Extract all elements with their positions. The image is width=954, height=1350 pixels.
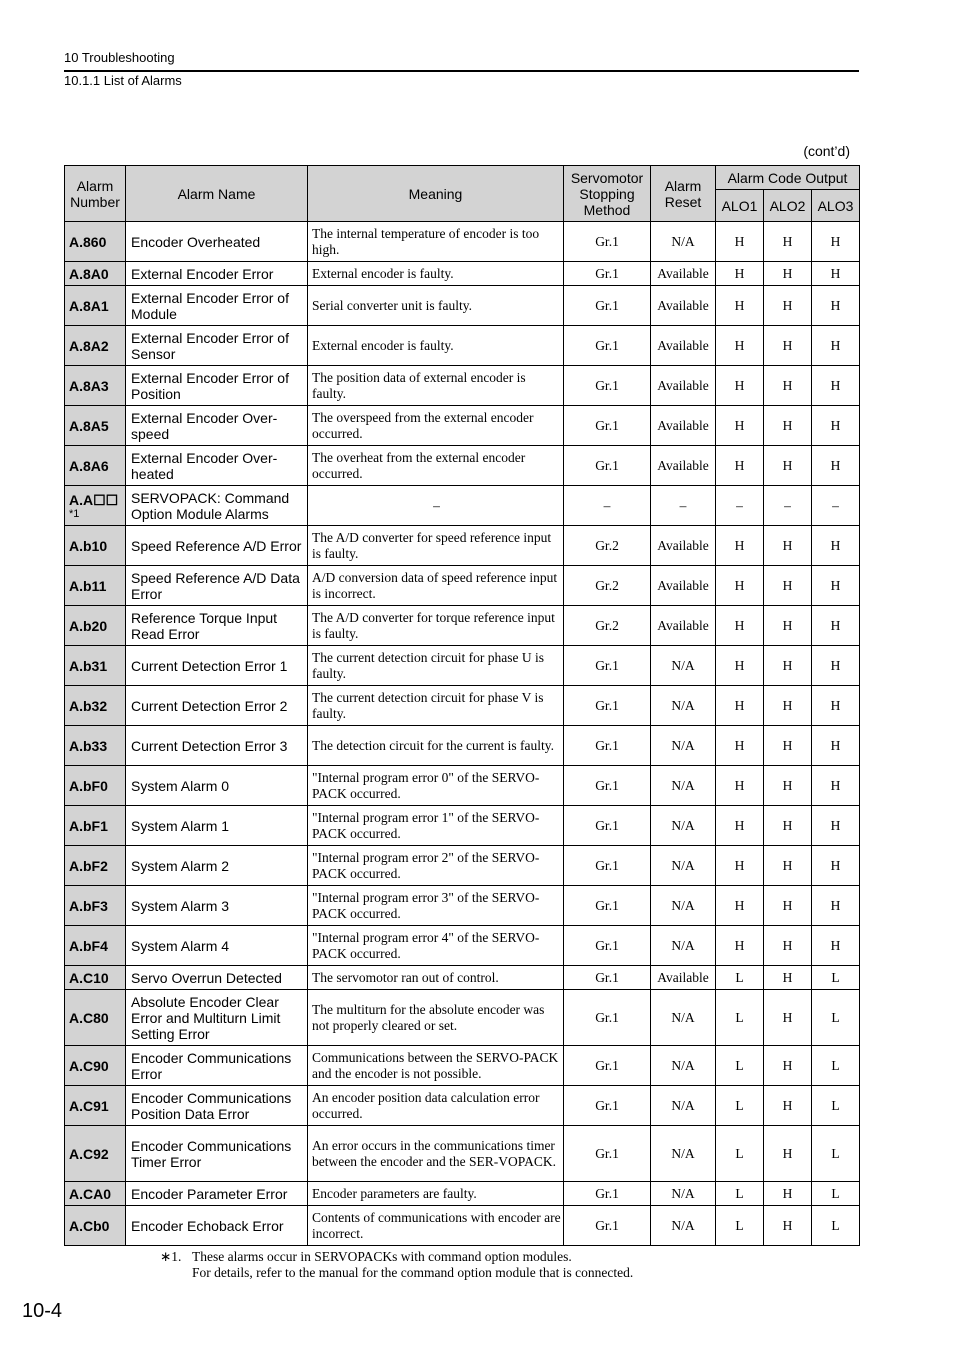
alarm-meaning: "Internal program error 4" of the SERVO-PACK occurred. <box>308 926 564 966</box>
alarm-number: A.8A0 <box>69 265 109 282</box>
alo1-value: H <box>716 926 764 966</box>
alo1-value: L <box>716 1046 764 1086</box>
alarm-name: System Alarm 4 <box>126 926 308 966</box>
alarm-meaning: The current detection circuit for phase U is faulty. <box>308 646 564 686</box>
alarm-number-cell <box>65 886 126 926</box>
alo1-value: L <box>716 1126 764 1182</box>
alarm-meaning: Communications between the SERVO-PACK and the encoder is not possible. <box>308 1046 564 1086</box>
alarm-reset: N/A <box>651 926 716 966</box>
alarm-number-cell <box>65 726 126 766</box>
table-row <box>65 1206 860 1246</box>
alarm-reset: N/A <box>651 1182 716 1206</box>
stopping-method: Gr.1 <box>564 990 651 1046</box>
alarm-meaning: The servomotor ran out of control. <box>308 966 564 990</box>
alarm-number: A.bF0 <box>69 777 108 794</box>
alarm-name: Encoder Parameter Error <box>126 1182 308 1206</box>
table-row <box>65 286 860 326</box>
alo1-value: H <box>716 646 764 686</box>
alo2-value: H <box>764 1046 812 1086</box>
stopping-method: Gr.1 <box>564 886 651 926</box>
alo2-value: H <box>764 446 812 486</box>
alarm-number-cell <box>65 1046 126 1086</box>
alarm-number-cell <box>65 222 126 262</box>
alarm-number-cell <box>65 566 126 606</box>
alo3-value: H <box>812 262 860 286</box>
alo3-value: – <box>812 486 860 526</box>
table-row <box>65 566 860 606</box>
alarm-meaning: Contents of communications with encoder are incorrect. <box>308 1206 564 1246</box>
alarm-number-cell <box>65 326 126 366</box>
alarm-meaning: Serial converter unit is faulty. <box>308 286 564 326</box>
alo1-value: – <box>716 486 764 526</box>
alarm-number: A.8A6 <box>69 457 109 474</box>
alarm-number-cell <box>65 846 126 886</box>
alarm-reset: N/A <box>651 1046 716 1086</box>
alarm-rows <box>65 222 860 1246</box>
alarm-meaning: The A/D converter for speed reference input is faulty. <box>308 526 564 566</box>
alarm-number-cell <box>65 1206 126 1246</box>
alo1-value: H <box>716 806 764 846</box>
alo3-value: L <box>812 1046 860 1086</box>
alo3-value: H <box>812 326 860 366</box>
alo1-value: H <box>716 846 764 886</box>
alo1-value: L <box>716 1086 764 1126</box>
alo2-value: H <box>764 566 812 606</box>
alarm-number: A.bF3 <box>69 897 108 914</box>
alo3-value: H <box>812 286 860 326</box>
table-row <box>65 686 860 726</box>
alarm-meaning: "Internal program error 0" of the SERVO-PACK occurred. <box>308 766 564 806</box>
alarm-reset: N/A <box>651 766 716 806</box>
alarm-meaning: The current detection circuit for phase V is faulty. <box>308 686 564 726</box>
alarm-name: External Encoder Error of Position <box>126 366 308 406</box>
alarm-reset: Available <box>651 406 716 446</box>
table-row <box>65 966 860 990</box>
alo1-value: L <box>716 990 764 1046</box>
table-row <box>65 406 860 446</box>
col-alarm-reset: Alarm Reset <box>651 166 716 222</box>
continued-label: (cont’d) <box>803 143 850 159</box>
alo1-value: H <box>716 886 764 926</box>
alarm-number-cell <box>65 486 126 526</box>
alarm-reset: N/A <box>651 1126 716 1182</box>
alo3-value: H <box>812 686 860 726</box>
alarm-meaning: "Internal program error 1" of the SERVO-PACK occurred. <box>308 806 564 846</box>
alarm-meaning: External encoder is faulty. <box>308 326 564 366</box>
col-alarm-number: Alarm Number <box>65 166 126 222</box>
footnote-reference: *1 <box>69 507 80 520</box>
alarm-number-cell <box>65 286 126 326</box>
alo3-value: H <box>812 526 860 566</box>
stopping-method: Gr.1 <box>564 326 651 366</box>
alo1-value: L <box>716 1206 764 1246</box>
section-heading: 10.1.1 List of Alarms <box>64 73 182 88</box>
col-alo2: ALO2 <box>764 190 812 222</box>
alo2-value: H <box>764 222 812 262</box>
footnote-marker: ∗1. <box>160 1249 182 1264</box>
alarm-number-cell <box>65 262 126 286</box>
table-row <box>65 606 860 646</box>
stopping-method: Gr.1 <box>564 446 651 486</box>
alarm-meaning: External encoder is faulty. <box>308 262 564 286</box>
alo2-value: H <box>764 846 812 886</box>
alarm-name: System Alarm 0 <box>126 766 308 806</box>
stopping-method: Gr.1 <box>564 262 651 286</box>
alarm-name: Current Detection Error 2 <box>126 686 308 726</box>
stopping-method: Gr.1 <box>564 966 651 990</box>
alarm-reset: N/A <box>651 806 716 846</box>
stopping-method: Gr.1 <box>564 286 651 326</box>
alarm-number: A.C91 <box>69 1097 109 1114</box>
alarm-meaning: The detection circuit for the current is faulty. <box>308 726 564 766</box>
alarm-number: A.Cb0 <box>69 1217 110 1234</box>
stopping-method: Gr.1 <box>564 406 651 446</box>
stopping-method: Gr.1 <box>564 1126 651 1182</box>
alo2-value: H <box>764 1206 812 1246</box>
table-row <box>65 846 860 886</box>
alarm-number: A.C80 <box>69 1009 109 1026</box>
table-row <box>65 366 860 406</box>
alarm-name: Encoder Communications Error <box>126 1046 308 1086</box>
alarm-number-cell <box>65 966 126 990</box>
alarm-meaning: Encoder parameters are faulty. <box>308 1182 564 1206</box>
alarm-reset: N/A <box>651 990 716 1046</box>
alarm-name: Encoder Overheated <box>126 222 308 262</box>
col-alo1: ALO1 <box>716 190 764 222</box>
alarm-number: A.bF2 <box>69 857 108 874</box>
alarm-number-cell <box>65 366 126 406</box>
alarm-reset: N/A <box>651 886 716 926</box>
alo2-value: H <box>764 366 812 406</box>
alo3-value: H <box>812 846 860 886</box>
alarm-reset: Available <box>651 446 716 486</box>
alo1-value: H <box>716 222 764 262</box>
alo1-value: H <box>716 286 764 326</box>
alarm-reset: Available <box>651 566 716 606</box>
alo1-value: H <box>716 766 764 806</box>
header-rule <box>64 70 859 72</box>
stopping-method: Gr.1 <box>564 1182 651 1206</box>
alarm-reset: Available <box>651 966 716 990</box>
alo2-value: H <box>764 606 812 646</box>
alarm-name: Encoder Communications Timer Error <box>126 1126 308 1182</box>
stopping-method: Gr.1 <box>564 686 651 726</box>
alo3-value: H <box>812 566 860 606</box>
table-row <box>65 766 860 806</box>
alo2-value: H <box>764 526 812 566</box>
alarm-reset: – <box>651 486 716 526</box>
alarm-table <box>64 165 860 1246</box>
alarm-name: External Encoder Error of Module <box>126 286 308 326</box>
alo2-value: H <box>764 646 812 686</box>
alo2-value: – <box>764 486 812 526</box>
stopping-method: – <box>564 486 651 526</box>
stopping-method: Gr.1 <box>564 766 651 806</box>
stopping-method: Gr.1 <box>564 806 651 846</box>
alarm-meaning: The multiturn for the absolute encoder was not properly cleared or set. <box>308 990 564 1046</box>
alarm-name: External Encoder Over-heated <box>126 446 308 486</box>
alarm-number-cell <box>65 446 126 486</box>
alo1-value: H <box>716 726 764 766</box>
alarm-number-cell <box>65 766 126 806</box>
stopping-method: Gr.2 <box>564 566 651 606</box>
alarm-reset: Available <box>651 262 716 286</box>
table-row <box>65 726 860 766</box>
alo2-value: H <box>764 726 812 766</box>
alo3-value: H <box>812 606 860 646</box>
alarm-meaning: – <box>308 486 564 526</box>
alarm-reset: Available <box>651 286 716 326</box>
alarm-reset: N/A <box>651 726 716 766</box>
alo2-value: H <box>764 262 812 286</box>
alo2-value: H <box>764 926 812 966</box>
alo3-value: H <box>812 222 860 262</box>
alarm-number-cell <box>65 990 126 1046</box>
stopping-method: Gr.2 <box>564 606 651 646</box>
alo2-value: H <box>764 1182 812 1206</box>
alarm-number-cell <box>65 526 126 566</box>
alo2-value: H <box>764 286 812 326</box>
alo2-value: H <box>764 686 812 726</box>
alo3-value: L <box>812 1086 860 1126</box>
alo3-value: H <box>812 726 860 766</box>
alo1-value: L <box>716 966 764 990</box>
alo1-value: H <box>716 526 764 566</box>
alarm-name: Encoder Communications Position Data Error <box>126 1086 308 1126</box>
alarm-reset: Available <box>651 606 716 646</box>
alo1-value: H <box>716 262 764 286</box>
alarm-meaning: A/D conversion data of speed reference input is incorrect. <box>308 566 564 606</box>
alarm-meaning: An error occurs in the communications timer between the encoder and the SER-VOPACK. <box>308 1126 564 1182</box>
alarm-number: A.CA0 <box>69 1185 112 1202</box>
stopping-method: Gr.2 <box>564 526 651 566</box>
alarm-number: A.C90 <box>69 1057 109 1074</box>
alarm-number: A.860 <box>69 233 107 250</box>
table-row <box>65 1182 860 1206</box>
alarm-number: A.b11 <box>69 577 107 594</box>
table-row <box>65 926 860 966</box>
alo3-value: H <box>812 366 860 406</box>
alo3-value: L <box>812 1126 860 1182</box>
alarm-number: A.b10 <box>69 537 108 554</box>
footnote-line-2: For details, refer to the manual for the command option module that is connected. <box>192 1265 634 1280</box>
alarm-number: A.8A1 <box>69 297 109 314</box>
alo3-value: H <box>812 886 860 926</box>
alarm-name: System Alarm 3 <box>126 886 308 926</box>
table-row <box>65 646 860 686</box>
alarm-reset: Available <box>651 326 716 366</box>
table-row <box>65 806 860 846</box>
alarm-number-cell <box>65 926 126 966</box>
alarm-name: SERVOPACK: Command Option Module Alarms <box>126 486 308 526</box>
alarm-meaning: An encoder position data calculation error occurred. <box>308 1086 564 1126</box>
stopping-method: Gr.1 <box>564 1086 651 1126</box>
alo1-value: H <box>716 326 764 366</box>
alarm-reset: N/A <box>651 1086 716 1126</box>
table-row <box>65 262 860 286</box>
alo3-value: H <box>812 926 860 966</box>
stopping-method: Gr.1 <box>564 646 651 686</box>
alarm-number-cell <box>65 1182 126 1206</box>
alarm-number: A.bF4 <box>69 937 108 954</box>
page-number: 10-4 <box>22 1300 63 1322</box>
table-row <box>65 990 860 1046</box>
alo2-value: H <box>764 806 812 846</box>
table-row <box>65 526 860 566</box>
stopping-method: Gr.1 <box>564 366 651 406</box>
stopping-method: Gr.1 <box>564 1206 651 1246</box>
alarm-reset: N/A <box>651 646 716 686</box>
alo3-value: L <box>812 966 860 990</box>
alo2-value: H <box>764 1126 812 1182</box>
stopping-method: Gr.1 <box>564 926 651 966</box>
alarm-number-cell <box>65 1126 126 1182</box>
alarm-reset: N/A <box>651 686 716 726</box>
table-row <box>65 1126 860 1182</box>
alarm-name: Speed Reference A/D Error <box>126 526 308 566</box>
table-row <box>65 486 860 526</box>
alo1-value: H <box>716 606 764 646</box>
alarm-name: Reference Torque Input Read Error <box>126 606 308 646</box>
alarm-name: External Encoder Error of Sensor <box>126 326 308 366</box>
alo1-value: L <box>716 1182 764 1206</box>
alarm-meaning: "Internal program error 3" of the SERVO-PACK occurred. <box>308 886 564 926</box>
alarm-number-cell <box>65 686 126 726</box>
table-row <box>65 1046 860 1086</box>
col-alarm-name: Alarm Name <box>126 166 308 222</box>
footnote-line-1: These alarms occur in SERVOPACKs with command option modules. <box>192 1249 572 1264</box>
alarm-meaning: "Internal program error 2" of the SERVO-PACK occurred. <box>308 846 564 886</box>
alarm-number-cell <box>65 806 126 846</box>
alarm-number: A.b32 <box>69 697 108 714</box>
alarm-number: A.8A2 <box>69 337 109 354</box>
alarm-reset: Available <box>651 526 716 566</box>
alarm-name: System Alarm 1 <box>126 806 308 846</box>
alarm-name: Encoder Echoback Error <box>126 1206 308 1246</box>
alo3-value: L <box>812 1206 860 1246</box>
table-row <box>65 222 860 262</box>
alo3-value: H <box>812 766 860 806</box>
alo2-value: H <box>764 1086 812 1126</box>
alo2-value: H <box>764 766 812 806</box>
alarm-name: System Alarm 2 <box>126 846 308 886</box>
alarm-number: A.b33 <box>69 737 108 754</box>
stopping-method: Gr.1 <box>564 726 651 766</box>
alarm-number: A.C10 <box>69 969 109 986</box>
alo2-value: H <box>764 990 812 1046</box>
alo3-value: H <box>812 646 860 686</box>
alo2-value: H <box>764 406 812 446</box>
alarm-number-cell <box>65 606 126 646</box>
alo3-value: H <box>812 806 860 846</box>
alarm-number: A.A☐☐ <box>69 491 119 508</box>
table-row <box>65 1086 860 1126</box>
alarm-number: A.8A5 <box>69 417 109 434</box>
col-alo3: ALO3 <box>812 190 860 222</box>
chapter-heading: 10 Troubleshooting <box>64 50 175 65</box>
alo3-value: L <box>812 1182 860 1206</box>
col-stopping-method: Servomotor Stopping Method <box>564 166 651 222</box>
alarm-meaning: The overheat from the external encoder occurred. <box>308 446 564 486</box>
alarm-name: Speed Reference A/D Data Error <box>126 566 308 606</box>
alarm-reset: N/A <box>651 846 716 886</box>
alarm-reset: Available <box>651 366 716 406</box>
alo1-value: H <box>716 686 764 726</box>
stopping-method: Gr.1 <box>564 846 651 886</box>
table-row <box>65 886 860 926</box>
alarm-reset: N/A <box>651 1206 716 1246</box>
col-alarm-code-output: Alarm Code Output <box>716 166 860 190</box>
alo1-value: H <box>716 406 764 446</box>
alarm-name: Absolute Encoder Clear Error and Multiturn Limit Setting Error <box>126 990 308 1046</box>
alo3-value: L <box>812 990 860 1046</box>
stopping-method: Gr.1 <box>564 222 651 262</box>
table-row <box>65 326 860 366</box>
alarm-meaning: The position data of external encoder is faulty. <box>308 366 564 406</box>
table-row <box>65 446 860 486</box>
alarm-reset: N/A <box>651 222 716 262</box>
alarm-name: Current Detection Error 1 <box>126 646 308 686</box>
alarm-number: A.8A3 <box>69 377 109 394</box>
alarm-name: Current Detection Error 3 <box>126 726 308 766</box>
alo3-value: H <box>812 406 860 446</box>
alo1-value: H <box>716 366 764 406</box>
alo1-value: H <box>716 446 764 486</box>
alo2-value: H <box>764 326 812 366</box>
alarm-name: External Encoder Error <box>126 262 308 286</box>
alarm-name: Servo Overrun Detected <box>126 966 308 990</box>
alarm-number-cell <box>65 406 126 446</box>
alo3-value: H <box>812 446 860 486</box>
alarm-number: A.b20 <box>69 617 108 634</box>
alarm-number: A.C92 <box>69 1145 109 1162</box>
alarm-meaning: The A/D converter for torque reference input is faulty. <box>308 606 564 646</box>
alarm-number: A.b31 <box>69 657 108 674</box>
alarm-meaning: The internal temperature of encoder is too high. <box>308 222 564 262</box>
stopping-method: Gr.1 <box>564 1046 651 1086</box>
alarm-number: A.bF1 <box>69 817 108 834</box>
alarm-meaning: The overspeed from the external encoder occurred. <box>308 406 564 446</box>
alo1-value: H <box>716 566 764 606</box>
alarm-number-cell <box>65 1086 126 1126</box>
col-meaning: Meaning <box>308 166 564 222</box>
alo2-value: H <box>764 886 812 926</box>
alarm-name: External Encoder Over-speed <box>126 406 308 446</box>
alarm-number-cell <box>65 646 126 686</box>
alo2-value: H <box>764 966 812 990</box>
